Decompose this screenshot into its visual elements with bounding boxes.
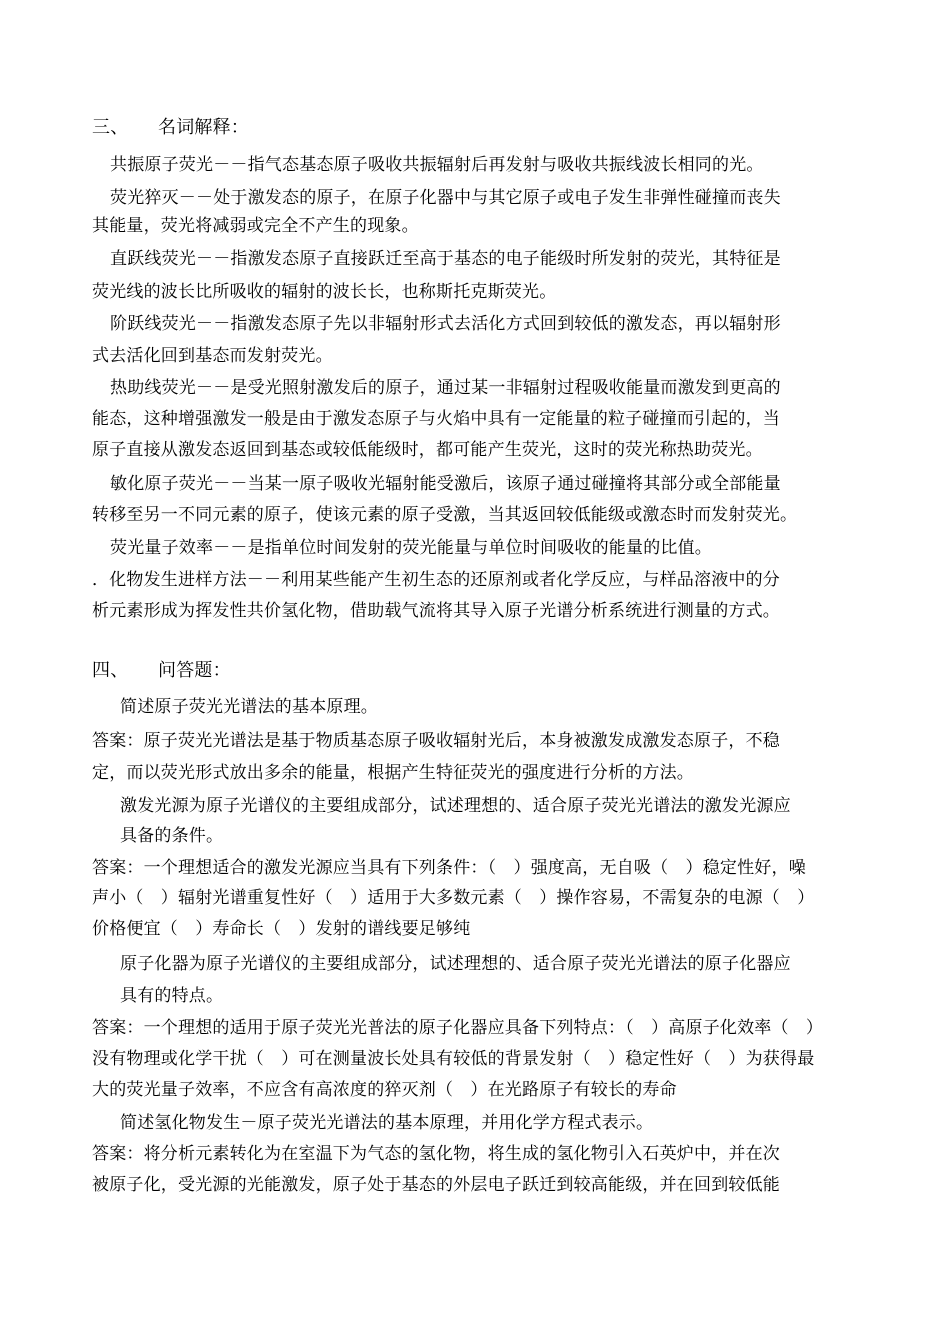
answer-line: 答案：原子荧光光谱法是基于物质基态原子吸收辐射光后，本身被激发成激发态原子，不稳 [92, 731, 780, 751]
paragraph-line: 直跃线荧光－－指激发态原子直接跃迁至高于基态的电子能级时所发射的荧光，其特征是 [110, 249, 781, 269]
section-heading-terms [92, 116, 249, 140]
answer-line: 声小（ ）辐射光谱重复性好（ ）适用于大多数元素（ ）操作容易，不需复杂的电源（ ） [92, 888, 815, 908]
answer-line: 大的荧光量子效率，不应含有高浓度的猝灭剂（ ）在光路原子有较长的寿命 [92, 1080, 677, 1100]
question-line: 简述原子荧光光谱法的基本原理。 [120, 697, 378, 717]
paragraph-line: 转移至另一不同元素的原子，使该元素的原子受激，当其返回较低能级或激态时而发射荧光。 [92, 505, 798, 525]
paragraph-line: 共振原子荧光－－指气态基态原子吸收共振辐射后再发射与吸收共振线波长相同的光。 [110, 155, 764, 175]
question-line: 原子化器为原子光谱仪的主要组成部分，试述理想的、适合原子荧光光谱法的原子化器应 [120, 954, 791, 974]
paragraph-line: 原子直接从激发态返回到基态或较低能级时，都可能产生荧光，这时的荧光称热助荧光。 [92, 440, 763, 460]
paragraph-line: 析元素形成为挥发性共价氢化物，借助载气流将其导入原子光谱分析系统进行测量的方式。 [92, 601, 780, 621]
section-number: 三、 [92, 117, 129, 138]
answer-line: 答案：一个理想的适用于原子荧光光普法的原子化器应具备下列特点：（ ）高原子化效率（ ） [92, 1018, 824, 1038]
paragraph-line: 式去活化回到基态而发射荧光。 [92, 346, 333, 366]
paragraph-line: 荧光量子效率－－是指单位时间发射的荧光能量与单位时间吸收的能量的比值。 [110, 538, 712, 558]
paragraph-line: 荧光猝灭－－处于激发态的原子，在原子化器中与其它原子或电子发生非弹性碰撞而丧失 [110, 188, 781, 208]
section-title: 问答题： [158, 660, 231, 681]
section-number: 四、 [92, 660, 129, 681]
section-title: 名词解释： [158, 117, 249, 138]
answer-line: 定，而以荧光形式放出多余的能量，根据产生特征荧光的强度进行分析的方法。 [92, 763, 694, 783]
answer-line: 没有物理或化学干扰（ ）可在测量波长处具有较低的背景发射（ ）稳定性好（ ）为获得最 [92, 1049, 815, 1069]
answer-line: 答案：一个理想适合的激发光源应当具有下列条件：（ ）强度高，无自吸（ ）稳定性好，噪 [92, 858, 806, 878]
question-line: 具有的特点。 [120, 986, 224, 1006]
paragraph-line: 荧光线的波长比所吸收的辐射的波长长，也称斯托克斯荧光。 [92, 282, 557, 302]
paragraph-line: 敏化原子荧光－－当某一原子吸收光辐射能受激后，该原子通过碰撞将其部分或全部能量 [110, 474, 781, 494]
paragraph-line: 热助线荧光－－是受光照射激发后的原子，通过某一非辐射过程吸收能量而激发到更高的 [110, 378, 781, 398]
paragraph-line: 阶跃线荧光－－指激发态原子先以非辐射形式去活化方式回到较低的激发态，再以辐射形 [110, 314, 781, 334]
question-line: 具备的条件。 [120, 826, 224, 846]
paragraph-line: 能态，这种增强激发一般是由于激发态原子与火焰中具有一定能量的粒子碰撞而引起的，当 [92, 409, 780, 429]
question-line: 简述氢化物发生－原子荧光光谱法的基本原理，并用化学方程式表示。 [120, 1113, 654, 1133]
section-heading-qa [92, 659, 231, 683]
paragraph-line: 其能量，荧光将减弱或完全不产生的现象。 [92, 216, 419, 236]
paragraph-line: ．化物发生进样方法－－利用某些能产生初生态的还原剂或者化学反应，与样品溶液中的分 [92, 570, 780, 590]
answer-line: 被原子化，受光源的光能激发，原子处于基态的外层电子跃迁到较高能级，并在回到较低能 [92, 1175, 780, 1195]
answer-line: 答案：将分析元素转化为在室温下为气态的氢化物，将生成的氢化物引入石英炉中，并在次 [92, 1144, 780, 1164]
answer-line: 价格便宜（ ）寿命长（ ）发射的谱线要足够纯 [92, 919, 471, 939]
question-line: 激发光源为原子光谱仪的主要组成部分，试述理想的、适合原子荧光光谱法的激发光源应 [120, 796, 791, 816]
